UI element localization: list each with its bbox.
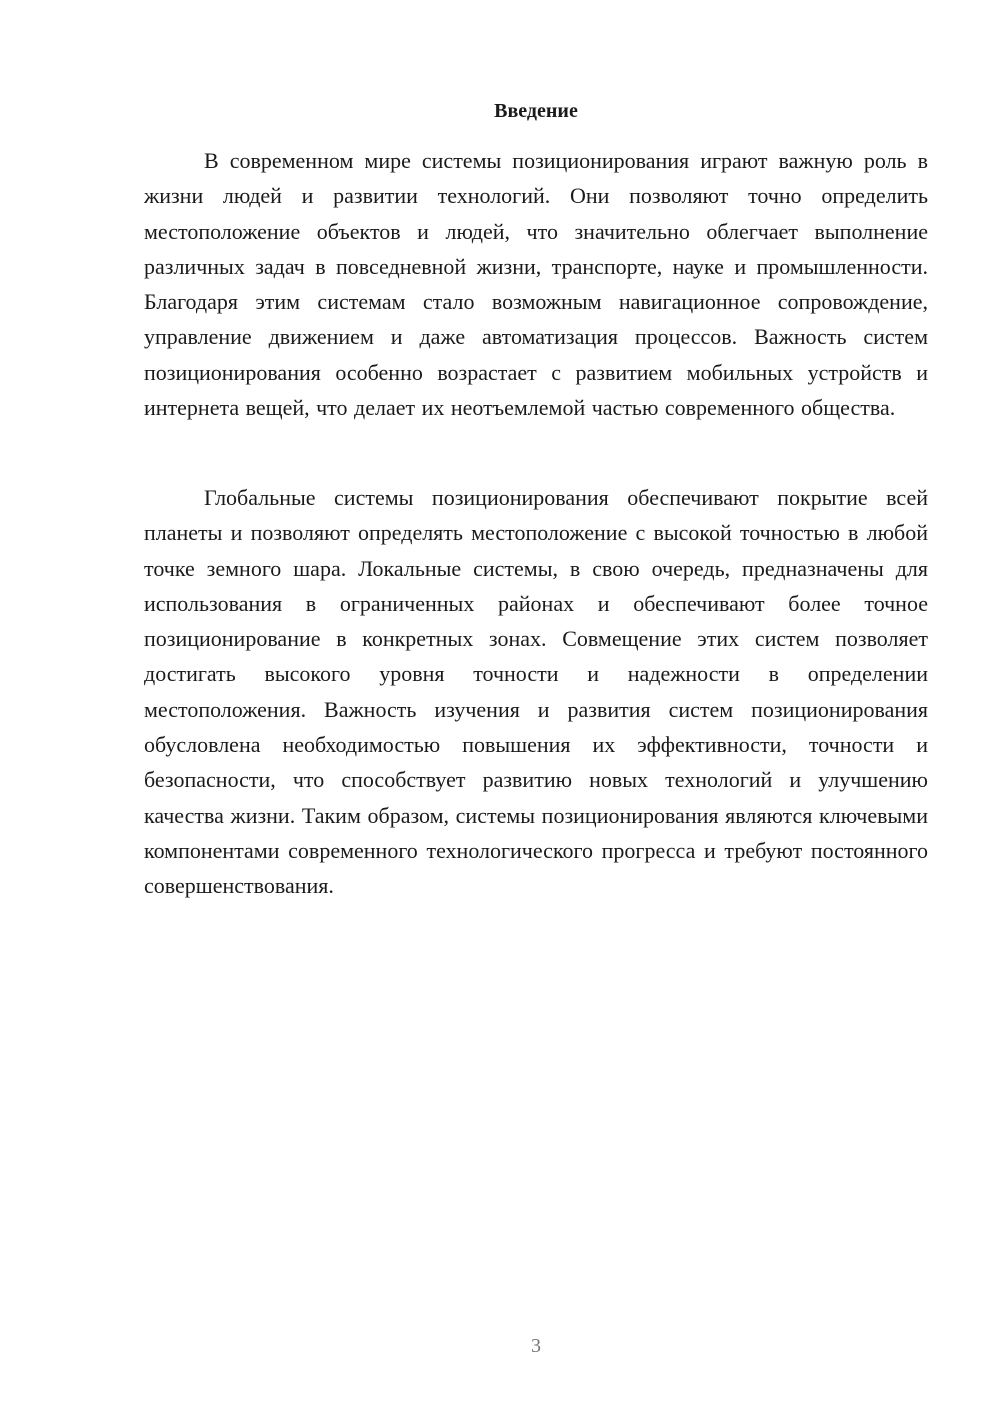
section-heading: Введение [494,100,578,122]
paragraph-1: В современном мире системы позиционирования играют важную роль в жизни людей и развитии технологий. Они позволяют точно определить местоположение объектов и людей, что значительно облегчает выполнение различных задач в повседневной жизни, транспорте, науке и промышленности. Благодаря этим системам стало возможным навигационное сопровождение, управление движением и даже автоматизация процессов. Важность систем позиционирования особенно возрастает с развитием мобильных устройств и интернета вещей, что делает их неотъемлемой частью современного общества. [144,148,928,421]
paragraph-2: Глобальные системы позиционирования обеспечивают покрытие всей планеты и позволяют определять местоположение с высокой точностью в любой точке земного шара. Локальные системы, в свою очередь, предназначены для использования в ограниченных районах и обеспечивают более точное позиционирование в конкретных зонах. Совмещение этих систем позволяет достигать высокого уровня точности и надежности в определении местоположения. Важность изучения и развития систем позиционирования обусловлена необходимостью повышения их эффективности, точности и безопасности, что способствует развитию новых технологий и улучшению качества жизни. Таким образом, системы позиционирования являются ключевыми компонентами современного технологического прогресса и требуют постоянного совершенствования. [144,485,928,899]
page-number: 3 [531,1335,541,1357]
